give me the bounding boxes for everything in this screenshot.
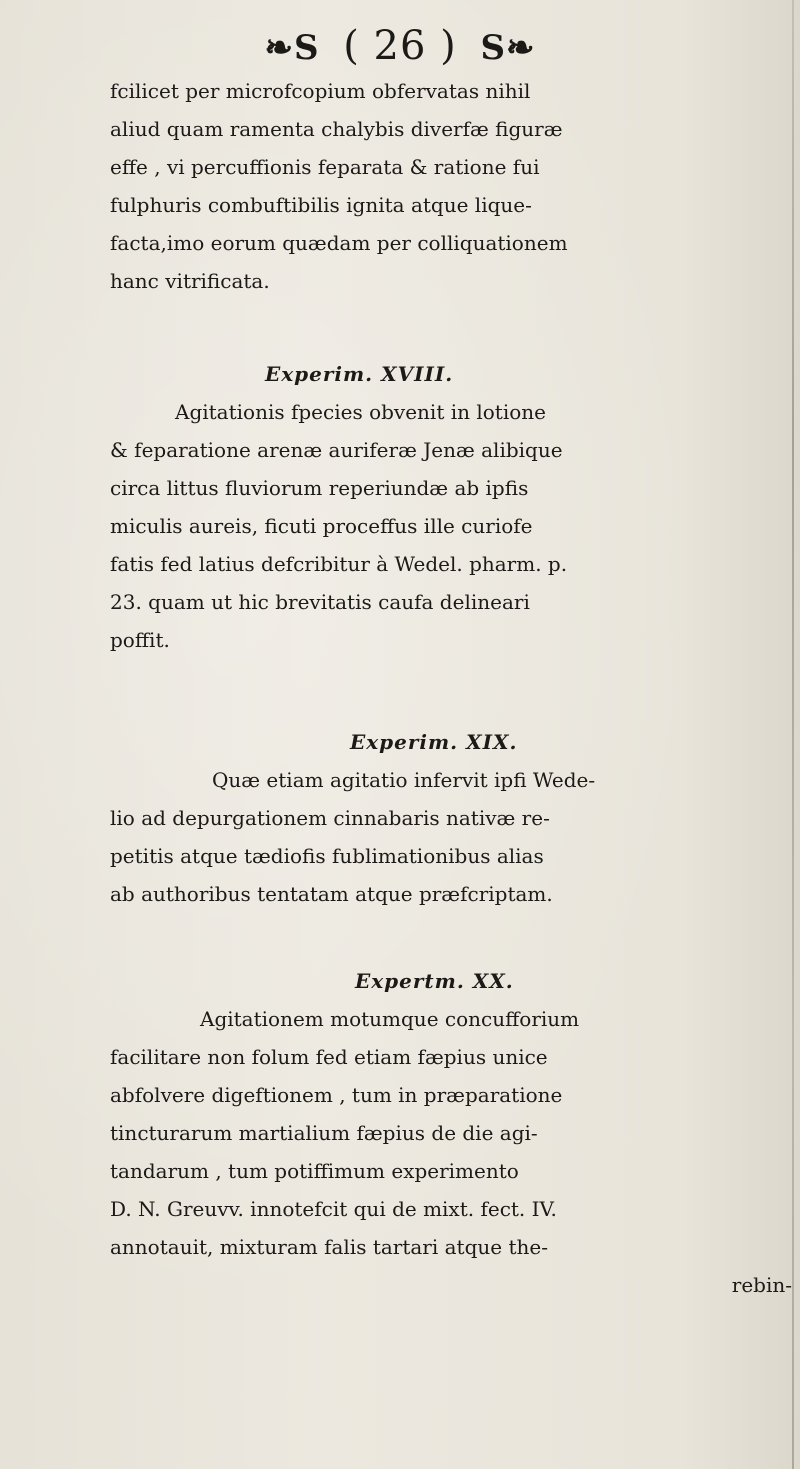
text-line: tincturarum martialium fæpius de die agi-: [110, 1121, 538, 1145]
text-line: facta,imo eorum quædam per colliquationem: [110, 231, 568, 255]
section-heading: Experim. XVIII.: [265, 362, 454, 386]
page-number: ( 26 ): [343, 23, 457, 69]
text-line: circa littus fluviorum reperiundæ ab ipfis: [110, 476, 529, 500]
text-line: Agitationem motumque concufforium: [200, 1007, 580, 1031]
left-ornament: ❧S: [264, 28, 320, 68]
section-heading: Expertm. XX.: [355, 969, 514, 993]
text-line: fulphuris combuftibilis ignita atque lique-: [110, 193, 532, 217]
text-line: miculis aureis, ficuti proceffus ille curiofe: [110, 514, 533, 538]
section-heading: Experim. XIX.: [350, 730, 518, 754]
text-line: lio ad depurgationem cinnabaris nativæ re-: [110, 806, 550, 830]
text-line: ab authoribus tentatam atque præfcriptam.: [110, 882, 553, 906]
text-line: tandarum , tum potiffimum experimento: [110, 1159, 519, 1183]
section-experiment-20: [110, 962, 800, 1304]
right-ornament: S❧: [480, 28, 536, 68]
text-line: & feparatione arenæ auriferæ Jenæ alibique: [110, 438, 563, 462]
page-header: [0, 22, 800, 72]
text-line: poffit.: [110, 628, 170, 652]
text-line: abfolvere digeftionem , tum in præparatione: [110, 1083, 563, 1107]
text-line: hanc vitrificata.: [110, 269, 270, 293]
text-line: Agitationis fpecies obvenit in lotione: [175, 400, 546, 424]
text-line: fcilicet per microfcopium obfervatas nihil: [110, 79, 531, 103]
paragraph-continuation: [110, 72, 800, 300]
text-line: facilitare non folum fed etiam fæpius unice: [110, 1045, 548, 1069]
text-line: effe , vi percuffionis feparata & ratione fui: [110, 155, 540, 179]
text-line: aliud quam ramenta chalybis diverfæ figuræ: [110, 117, 563, 141]
text-line: petitis atque tædiofis fublimationibus alias: [110, 844, 544, 868]
text-line: D. N. Greuvv. innotefcit qui de mixt. fect. IV.: [110, 1197, 557, 1221]
text-line: fatis fed latius defcribitur à Wedel. pharm. p.: [110, 552, 568, 576]
text-line: Quæ etiam agitatio infervit ipfi Wede-: [212, 768, 596, 792]
section-experiment-18: [110, 355, 800, 659]
text-line: 23. quam ut hic brevitatis caufa delineari: [110, 590, 530, 614]
text-line: annotauit, mixturam falis tartari atque the-: [110, 1235, 548, 1259]
section-experiment-19: [110, 723, 800, 913]
catchword: rebin-: [731, 1273, 792, 1297]
